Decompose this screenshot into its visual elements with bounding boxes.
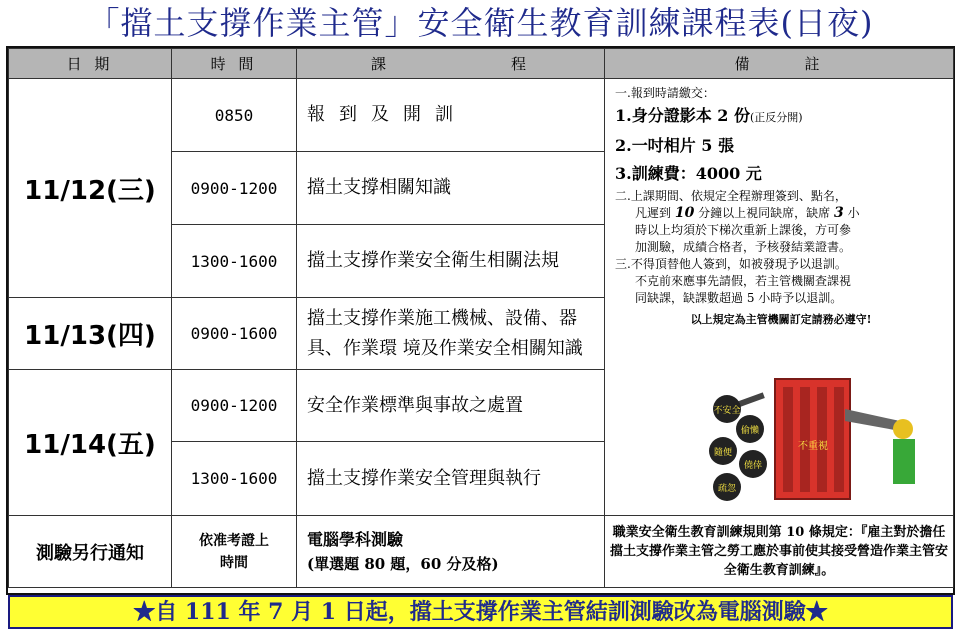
header-time: 時 間 [172,49,297,79]
course-cell: 擋土支撐作業安全衛生相關法規 [297,225,605,298]
illus-word: 不安全 [713,406,741,416]
exam-label: 測驗另行通知 [9,516,172,588]
note-item-2-line1: 二.上課期間、依規定全程辦理簽到、點名， [615,189,847,203]
exam-time [172,516,297,588]
course-cell: 安全作業標準與事故之處置 [297,370,605,442]
note-item-3-line2: 不克前來應事先請假，若主管機關查課視 [635,274,852,288]
header-notes-a: 備 [734,55,754,73]
time-cell: 1300-1600 [172,225,297,298]
note-item-2-line3: 時以上均須於下梯次重新上課後，方可參 [635,223,852,237]
course-cell: 報到及開訓 [297,79,605,152]
notes-footer: 以上規定為主管機關訂定請務必遵守! [690,313,872,326]
note-item-2-line4: 加測驗，成績合格者，予核發結業證書。 [635,240,852,254]
time-cell: 0850 [172,79,297,152]
time-cell: 0900-1600 [172,298,297,370]
notes-cell [605,79,954,516]
page-title: 「擋土支撐作業主管」安全衛生教育訓練課程表(日夜) [87,4,874,42]
table-row [9,79,954,152]
header-course [297,49,605,79]
illus-word: 隨便 [713,448,733,458]
date-cell: 11/14(五) [9,370,172,516]
exam-regulation-note: 職業安全衛生教育訓練規則第 10 條規定：『雇主對於擔任擋土支撐作業主管之勞工應於事前使其接受營造作業主管安全衛生教育訓練』。 [605,516,954,588]
time-cell: 1300-1600 [172,442,297,516]
note-item-1b: 2.一吋相片 5 張 [615,136,734,155]
note-item-1c: 3.訓練費：4000 元 [615,164,762,183]
exam-time-line2: 時間 [220,554,248,571]
exam-time-line1: 依准考證上 [199,532,269,549]
note-item-2-line2 [615,205,947,222]
exam-course-sub: (單選題 80 題，60 分及格) [307,554,499,573]
header-notes [605,49,954,79]
header-course-b: 程 [510,55,530,73]
note-text: 小 [847,206,860,220]
note-item-1a-sub: (正反分開) [749,111,803,124]
announcement-banner: ★自 111 年 7 月 1 日起，擋土支撐作業主管結訓測驗改為電腦測驗★ [8,595,953,629]
schedule-table [8,48,954,588]
note-emph: 3 [834,205,844,221]
course-cell: 擋土支撐作業安全管理與執行 [297,442,605,516]
illus-word: 偷懶 [740,426,760,436]
note-item-1a-text: 1.身分證影本 2 份 [615,106,750,125]
illus-word: 疏忽 [717,484,737,494]
date-cell: 11/13(四) [9,298,172,370]
note-item-3-line3: 同缺課，缺課數超過 5 小時予以退訓。 [635,291,843,305]
time-cell: 0900-1200 [172,152,297,225]
illus-word: 不重視 [798,441,828,452]
note-text: 凡遲到 [635,206,672,220]
header-course-a: 課 [370,55,390,73]
note-emph: 10 [674,205,695,221]
course-line: 擋土支撐作業施工機械、設備、器 [307,307,577,329]
note-item-3-line1: 三.不得頂替他人簽到，如被發現予以退訓。 [615,257,847,271]
safety-illustration [705,369,925,509]
note-item-1a [615,102,947,132]
header-date: 日 期 [9,49,172,79]
course-line: 具、作業環 境及作業安全相關知識 [307,337,583,359]
course-cell [297,298,605,370]
course-cell: 擋土支撐相關知識 [297,152,605,225]
illus-word: 僥倖 [743,461,763,471]
note-item-1: 一.報到時請繳交： [615,86,715,100]
exam-row [9,516,954,588]
date-cell: 11/12(三) [9,79,172,298]
note-text: 分鐘以上視同缺席，缺席 [698,206,831,220]
header-notes-b: 註 [804,55,824,73]
exam-course [297,516,605,588]
header-row [9,49,954,79]
exam-course-title: 電腦學科測驗 [307,529,404,549]
time-cell: 0900-1200 [172,370,297,442]
